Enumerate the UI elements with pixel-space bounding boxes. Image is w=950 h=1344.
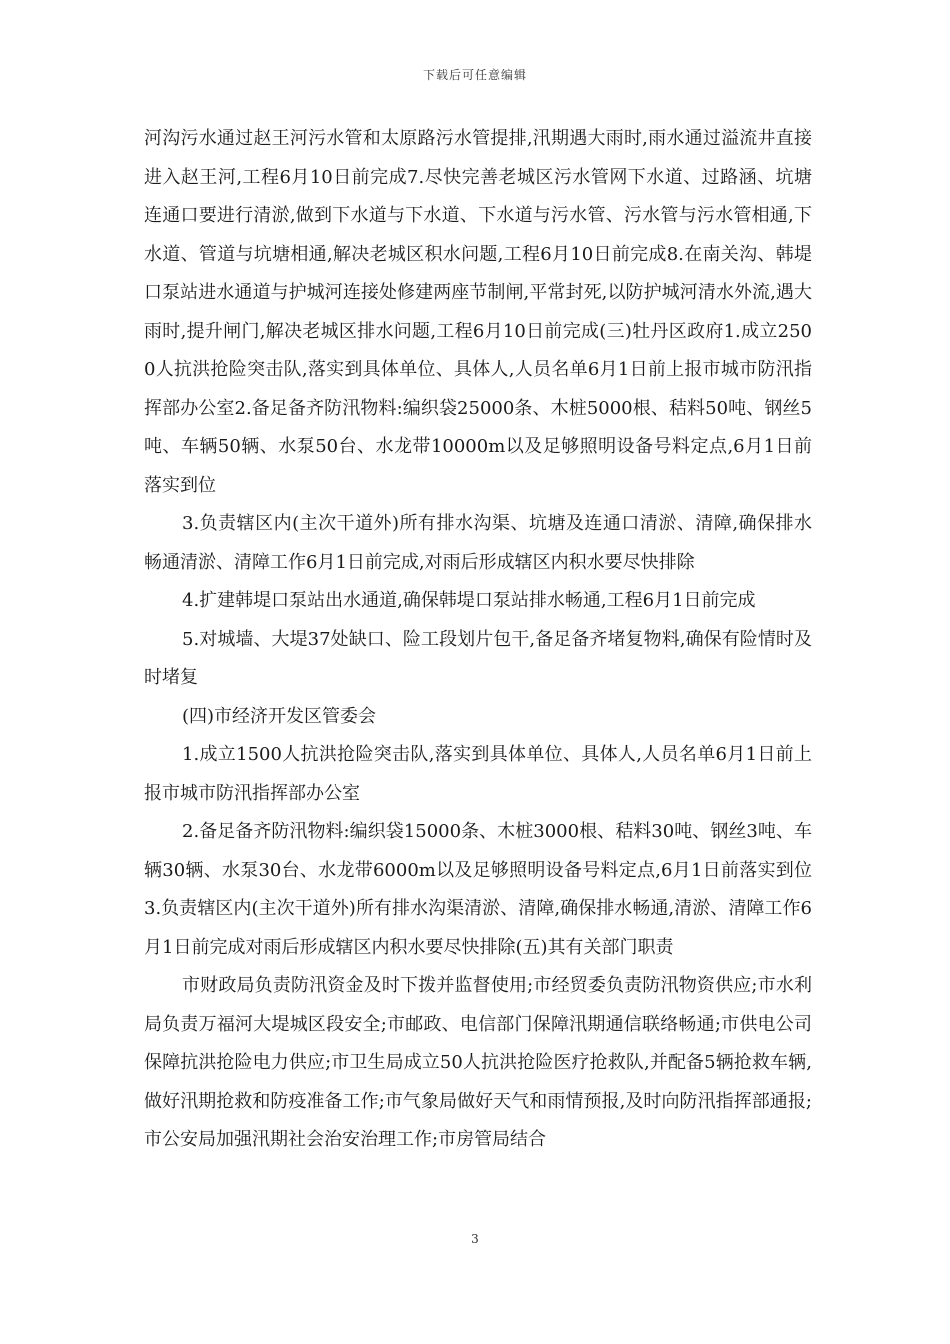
page-number: 3 [471, 1232, 479, 1246]
paragraph-section4-item-1: 1.成立1500人抗洪抢险突击队,落实到具体单位、具体人,人员名单6月1日前上报市城市防汛指挥部办公室 [144, 744, 812, 804]
paragraph-item-5: 5.对城墙、大堤37处缺口、险工段划片包干,备足备齐堵复物料,确保有险情时及时堵复 [144, 628, 812, 688]
paragraph-item-4: 4.扩建韩堤口泵站出水通道,确保韩堤口泵站排水畅通,工程6月1日前完成 [182, 590, 756, 611]
paragraph-item-3: 3.负责辖区内(主次干道外)所有排水沟渠、坑塘及连通口清淤、清障,确保排水畅通清淤、清障工作6月1日前完成,对雨后形成辖区内积水要尽快排除 [144, 513, 812, 573]
section-heading-four: (四)市经济开发区管委会 [182, 705, 377, 727]
paragraph-section4-item-2: 2.备足备齐防汛物料:编织袋15000条、木桩3000根、秸料30吨、钢丝3吨、车辆30辆、水泵30台、水龙带6000m以及足够照明设备号料定点,6月1日前落实到位3.负责辖区内(主次干道外)所有排水沟渠清淤、清障,确保排水畅通,清淤、清障工作6月1日前完成对雨后形成辖区内积水要尽快排除(五)其有关部门职责 [144, 821, 812, 958]
page-header: 下载后可任意编辑 [422, 68, 527, 82]
paragraph-departments: 市财政局负责防汛资金及时下拨并监督使用;市经贸委负责防汛物资供应;市水利局负责万福河大堤城区段安全;市邮政、电信部门保障汛期通信联络畅通;市供电公司保障抗洪抢险电力供应;市卫生局成立50人抗洪抢险医疗抢救队,并配备5辆抢救车辆,做好汛期抢救和防疫准备工作;市气象局做好天气和雨情预报,及时向防汛指挥部通报;市公安局加强汛期社会治安治理工作;市房管局结合 [144, 975, 812, 1150]
paragraph-continued: 河沟污水通过赵王河污水管和太原路污水管提排,汛期遇大雨时,雨水通过溢流井直接进入赵王河,工程6月10日前完成7.尽快完善老城区污水管网下水道、过路涵、坑塘连通口要进行清淤,做到下水道与下水道、下水道与污水管、污水管与污水管相通,下水道、管道与坑塘相通,解决老城区积水问题,工程6月10日前完成8.在南关沟、韩堤口泵站进水通道与护城河连接处修建两座节制闸,平常封死,以防护城河清水外流,遇大雨时,提升闸门,解决老城区排水问题,工程6月10日前完成(三)牡丹区政府1.成立2500人抗洪抢险突击队,落实到具体单位、具体人,人员名单6月1日前上报市城市防汛指挥部办公室2.备足备齐防汛物料:编织袋25000条、木桩5000根、秸料50吨、钢丝5吨、车辆50辆、水泵50台、水龙带10000m以及足够照明设备号料定点,6月1日前落实到位 [144, 128, 812, 496]
document-body [144, 120, 812, 1160]
